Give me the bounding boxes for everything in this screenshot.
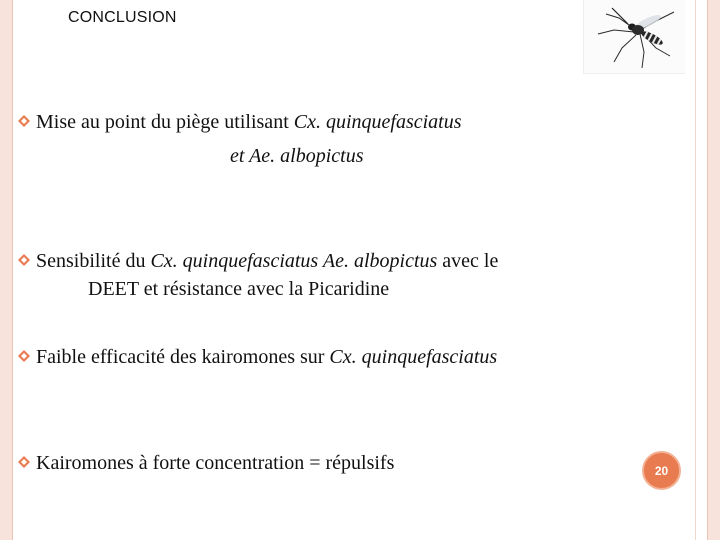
bullet-text-segment: DEET et résistance avec la Picaridine — [88, 278, 390, 300]
left-border-line — [12, 0, 13, 540]
page-number: 20 — [654, 463, 669, 478]
bullet-text-segment: Sensibilité du — [36, 250, 151, 272]
bullet-line — [36, 110, 462, 134]
mosquito-photo — [583, 0, 685, 74]
diamond-bullet-icon — [18, 254, 34, 266]
left-border — [0, 0, 12, 540]
bullet-line — [88, 277, 389, 301]
bullet-text-segment: Cx. quinquefasciatus Ae. albopictus — [150, 250, 438, 272]
diamond-bullet-icon — [18, 350, 34, 362]
slide-title: CONCLUSION — [68, 9, 177, 26]
bullet-text-segment: Cx. quinquefasciatus — [293, 111, 462, 133]
bullet-text-segment: Kairomones à forte concentration = répulsifs — [36, 452, 395, 474]
bullet-line — [36, 345, 497, 369]
bullet-line — [36, 249, 498, 273]
diamond-bullet-icon — [18, 115, 34, 127]
bullet-text-segment: avec le — [437, 250, 499, 272]
bullet-text-segment: Cx. quinquefasciatus — [329, 346, 498, 368]
bullet-line — [230, 144, 364, 168]
right-border — [708, 0, 720, 540]
page-number-badge — [642, 451, 681, 490]
bullet-text-segment: Faible efficacité des kairomones sur — [36, 346, 330, 368]
diamond-bullet-icon — [18, 456, 34, 468]
bullet-text-segment: et Ae. albopictus — [230, 145, 364, 167]
right-border-line-inner — [695, 0, 696, 540]
bullet-line — [36, 451, 394, 475]
bullet-text-segment: Mise au point du piège utilisant — [36, 111, 294, 133]
